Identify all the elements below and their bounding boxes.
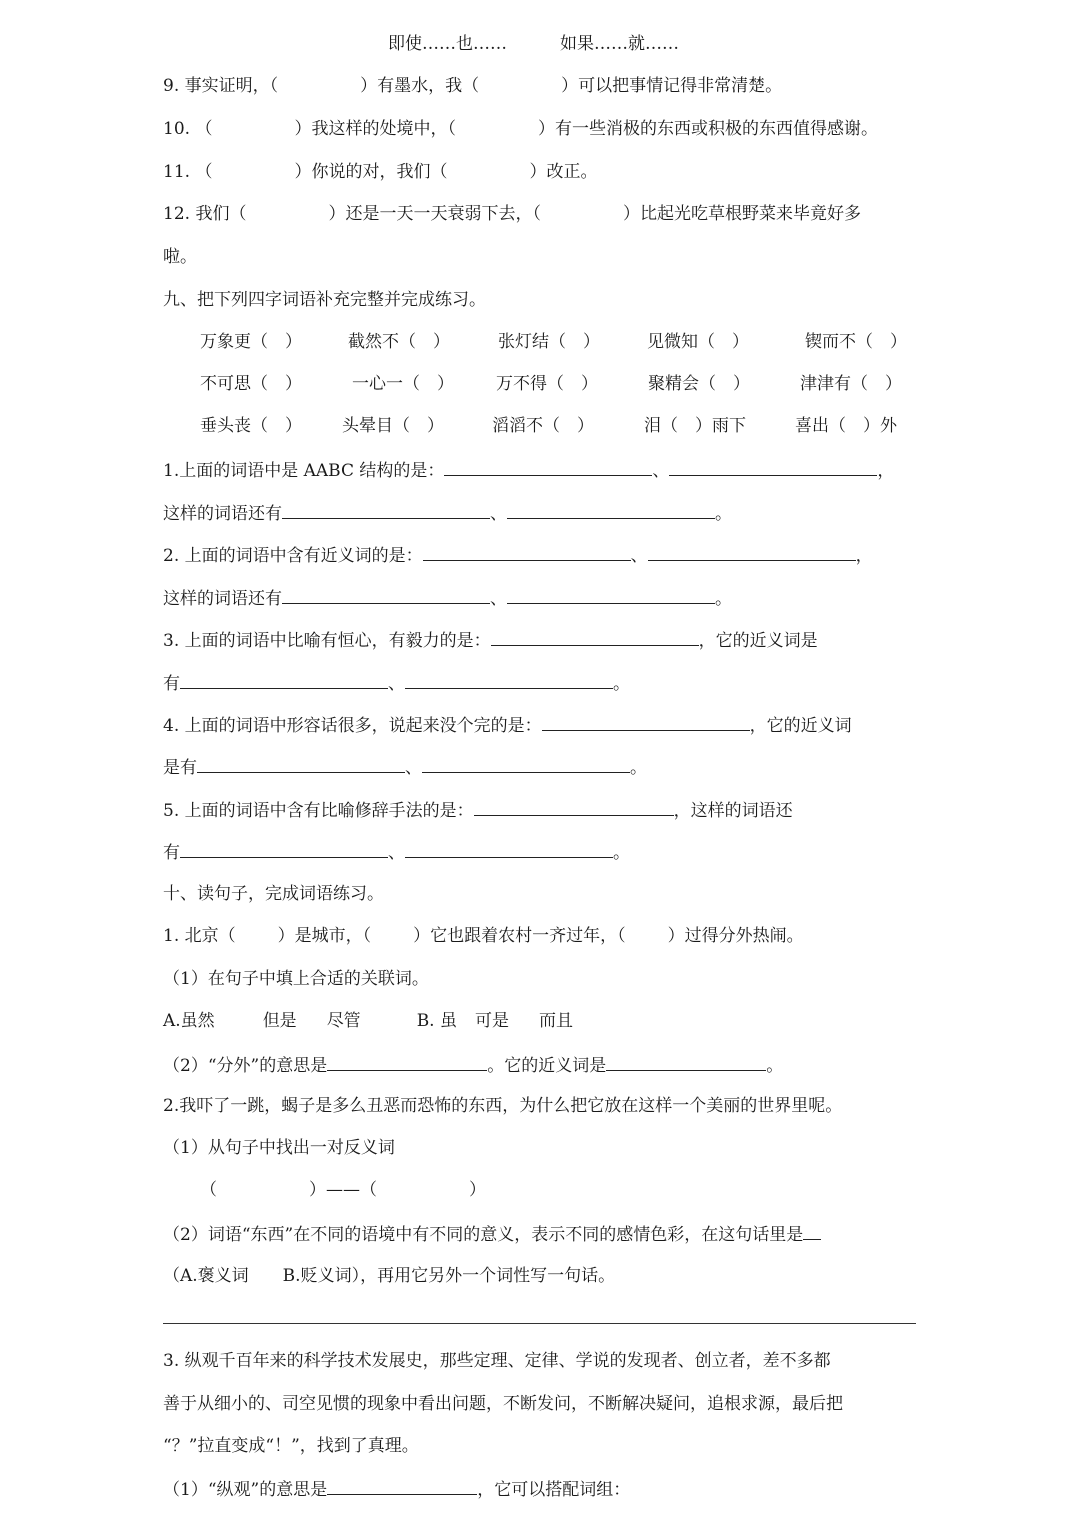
answer-line[interactable] xyxy=(197,754,405,773)
idiom-blank[interactable]: 锲而不（ ） xyxy=(805,332,907,352)
answer-line[interactable] xyxy=(422,754,630,773)
idiom-blank[interactable]: 截然不（ ） xyxy=(348,332,450,352)
answer-line[interactable] xyxy=(423,542,631,561)
section-10-sentence-1: 1. 北京（ ）是城市，（ ）它也跟着农村一齐过年，（ ）过得分外热闹。 xyxy=(163,926,804,946)
section-9-q3-synonyms: 有 、 。 xyxy=(163,670,630,694)
section-10-sentence-3-line-2: 善于从细小的、司空见惯的现象中看出问题，不断发问，不断解决疑问，追根求源，最后把 xyxy=(163,1394,843,1414)
section-10-sentence-2: 2.我吓了一跳，蝎子是多么丑恶而恐怖的东西，为什么把它放在这样一个美丽的世界里呢。 xyxy=(163,1096,843,1116)
section-10-s1-q1: （1）在句子中填上合适的关联词。 xyxy=(163,969,429,989)
question-10: 10. （ ）我这样的处境中，（ ）有一些消极的东西或积极的东西值得感谢。 xyxy=(163,119,878,139)
question-12-continued: 啦。 xyxy=(163,247,197,267)
idiom-blank[interactable]: 万象更（ ） xyxy=(200,332,302,352)
answer-line[interactable] xyxy=(405,670,613,689)
section-10-s2-q2-options: （A.褒义词 B.贬义词），再用它另外一个词性写一句话。 xyxy=(163,1266,616,1286)
answer-line[interactable] xyxy=(327,1476,477,1495)
question-12: 12. 我们（ ）还是一天一天衰弱下去，（ ）比起光吃草根野菜来毕竟好多 xyxy=(163,204,861,224)
answer-line[interactable] xyxy=(444,457,652,476)
section-9-q2: 2. 上面的词语中含有近义词的是： 、 ， xyxy=(163,542,873,566)
answer-line[interactable] xyxy=(180,839,388,858)
answer-line[interactable] xyxy=(327,1052,487,1071)
section-9-q4-synonyms: 是有 、 。 xyxy=(163,754,647,778)
idiom-blank[interactable]: 见微知（ ） xyxy=(647,332,749,352)
section-9-q1: 1.上面的词语中是 AABC 结构的是： 、 ， xyxy=(163,457,894,481)
section-10-title: 十、读句子，完成词语练习。 xyxy=(163,884,384,904)
section-10-s2-q1: （1）从句子中找出一对反义词 xyxy=(163,1138,395,1158)
idiom-blank[interactable]: 垂头丧（ ） xyxy=(200,416,302,436)
answer-line[interactable] xyxy=(491,627,699,646)
idiom-blank[interactable]: 泪（ ）雨下 xyxy=(644,416,746,436)
conjunction-pair-2: 如果……就…… xyxy=(560,34,679,54)
section-9-q2-more: 这样的词语还有 、 。 xyxy=(163,585,732,609)
answer-line[interactable] xyxy=(507,500,715,519)
answer-line[interactable] xyxy=(648,542,856,561)
answer-line[interactable] xyxy=(669,457,877,476)
idiom-blank[interactable]: 一心一（ ） xyxy=(352,374,454,394)
question-11: 11. （ ）你说的对，我们（ ）改正。 xyxy=(163,162,598,182)
answer-line[interactable] xyxy=(282,585,490,604)
idiom-blank[interactable]: 头晕目（ ） xyxy=(342,416,444,436)
section-10-s2-q2: （2）词语“东西”在不同的语境中有不同的意义，表示不同的感情色彩，在这句话里是 xyxy=(163,1221,821,1245)
idiom-blank[interactable]: 张灯结（ ） xyxy=(498,332,600,352)
idiom-blank[interactable]: 聚精会（ ） xyxy=(648,374,750,394)
answer-line[interactable] xyxy=(474,797,674,816)
answer-line[interactable] xyxy=(803,1221,821,1240)
idiom-blank[interactable]: 津津有（ ） xyxy=(800,374,902,394)
answer-line[interactable] xyxy=(180,670,388,689)
answer-line[interactable] xyxy=(606,1052,766,1071)
writing-line[interactable] xyxy=(163,1323,916,1324)
section-10-sentence-3-line-3: “？”拉直变成“！”，找到了真理。 xyxy=(163,1436,419,1456)
section-9-q3: 3. 上面的词语中比喻有恒心，有毅力的是： ，它的近义词是 xyxy=(163,627,818,651)
answer-line[interactable] xyxy=(282,500,490,519)
section-10-s1-q2: （2）“分外”的意思是 。它的近义词是 。 xyxy=(163,1052,783,1076)
section-9-q5: 5. 上面的词语中含有比喻修辞手法的是： ，这样的词语还 xyxy=(163,797,793,821)
idiom-blank[interactable]: 万不得（ ） xyxy=(496,374,598,394)
question-9: 9. 事实证明，（ ）有墨水，我（ ）可以把事情记得非常清楚。 xyxy=(163,76,783,96)
answer-line[interactable] xyxy=(542,712,750,731)
section-10-sentence-3-line-1: 3. 纵观千百年来的科学技术发展史，那些定理、定律、学说的发现者、创立者，差不多都 xyxy=(163,1351,831,1371)
idiom-blank[interactable]: 喜出（ ）外 xyxy=(795,416,897,436)
section-9-q4: 4. 上面的词语中形容话很多，说起来没个完的是： ，它的近义词 xyxy=(163,712,852,736)
section-9-q5-more: 有 、 。 xyxy=(163,839,630,863)
section-9-q1-more: 这样的词语还有 、 。 xyxy=(163,500,732,524)
section-10-s3-q1: （1）“纵观”的意思是 ，它可以搭配词组： xyxy=(163,1476,630,1500)
idiom-blank[interactable]: 不可思（ ） xyxy=(200,374,302,394)
idiom-blank[interactable]: 滔滔不（ ） xyxy=(492,416,594,436)
section-10-s1-options: A.虽然 但是 尽管 B. 虽 可是 而且 xyxy=(163,1011,573,1031)
antonym-pair-blanks: （ ）——（ ） xyxy=(200,1180,486,1200)
answer-line[interactable] xyxy=(405,839,613,858)
conjunction-pair-1: 即使……也…… xyxy=(388,34,507,54)
answer-line[interactable] xyxy=(507,585,715,604)
section-9-title: 九、把下列四字词语补充完整并完成练习。 xyxy=(163,290,486,310)
